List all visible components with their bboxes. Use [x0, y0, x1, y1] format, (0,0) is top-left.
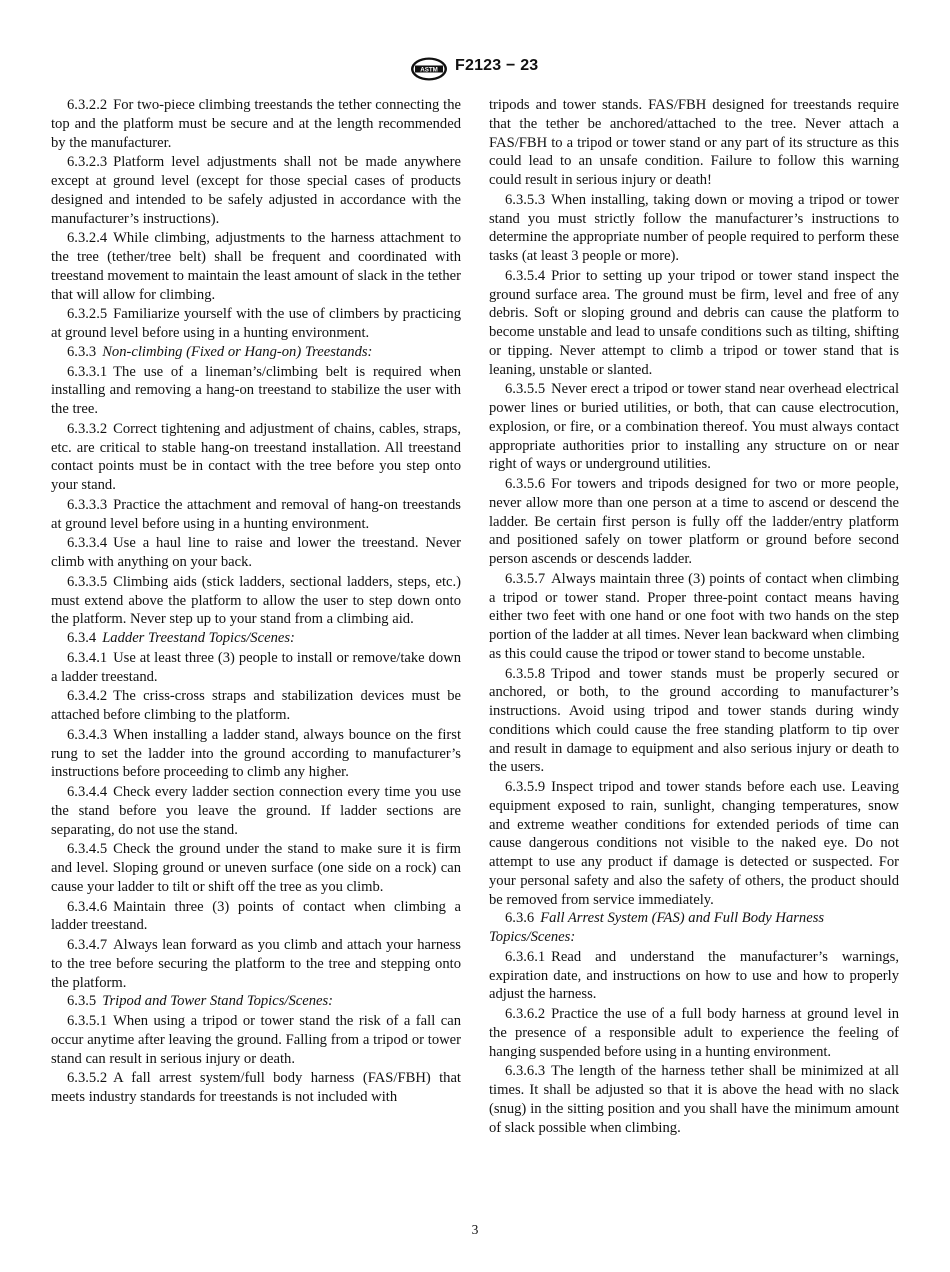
paragraph: [489, 778, 899, 909]
clause-text: When using a tripod or tower stand the risk of a fall can occur anytime after leaving the ground. Falling from a tripod or tower stand can result in serious injury or death.: [51, 1013, 461, 1067]
paragraph: [51, 229, 461, 304]
heading-title: Fall Arrest System (FAS) and Full Body Harness Topics/Scenes:: [489, 910, 825, 945]
clause-number: 6.3.2.4: [67, 230, 108, 247]
clause-text: Correct tightening and adjustment of chains, cables, straps, etc. are critical to stable hang-on treestand installation. All treestand contact points must be in contact with the tree before you step onto your stand.: [51, 420, 461, 493]
clause-number: 6.3.3.5: [67, 573, 108, 590]
clause-text: tripods and tower stands. FAS/FBH designed for treestands require that the tether be anchored/attached to the tree. Never attach a FAS/FBH to a tripod or tower stand or any part of its structure as this could lead to an unsafe condition. Failure to follow this warning could result in serious injury or death!: [489, 97, 899, 188]
clause-text: Check the ground under the stand to make sure it is firm and level. Sloping ground or uneven surface (one side on a rock) can cause your ladder to tilt or shift off the tree as you climb.: [51, 841, 461, 895]
clause-text: Always lean forward as you climb and attach your harness to the tree before securing the platform to the tree and stepping onto the platform.: [51, 937, 461, 991]
clause-text: Never erect a tripod or tower stand near overhead electrical power lines or buried utilities, or both, that can cause electrocution, explosion, or fire, or a combination thereof. You must always contact appropriate authorities prior to installing any structure on or near right of ways or underground utilities.: [489, 381, 899, 473]
paragraph: [51, 783, 461, 839]
paragraph: [51, 936, 461, 992]
right-column: [489, 96, 899, 1137]
section-heading: [51, 629, 461, 648]
paragraph: [489, 570, 899, 664]
clause-number: 6.3.4.3: [67, 726, 108, 743]
paragraph: [51, 649, 461, 687]
paragraph-continuation: [489, 96, 899, 190]
paragraph: [51, 573, 461, 629]
paragraph: [51, 1012, 461, 1068]
paragraph: [51, 363, 461, 419]
clause-number: 6.3.6.3: [505, 1063, 546, 1080]
clause-text: Climbing aids (stick ladders, sectional ladders, steps, etc.) must extend above the platform to allow the user to step down onto the platform. Never step up to your stand from a climbing aid.: [51, 573, 461, 628]
clause-text: Maintain three (3) points of contact when climbing a ladder treestand.: [51, 898, 461, 934]
clause-number: 6.3.5.4: [505, 267, 546, 284]
paragraph: [489, 475, 899, 569]
paragraph: [51, 534, 461, 572]
paragraph: [51, 496, 461, 534]
clause-number: 6.3.4.5: [67, 841, 108, 858]
clause-number: 6.3.6.2: [505, 1006, 546, 1022]
clause-number: 6.3.5.5: [505, 381, 546, 398]
clause-number: 6.3.5.9: [505, 779, 546, 795]
clause-text: When installing a ladder stand, always bounce on the first rung to set the ladder into the ground according to manufacturer’s instructions before proceeding to climb any higher.: [51, 726, 461, 781]
clause-number: 6.3.5.6: [505, 476, 546, 492]
clause-number: 6.3.4.4: [67, 784, 108, 800]
clause-number: 6.3.5.3: [505, 191, 546, 208]
clause-text: Inspect tripod and tower stands before each use. Leaving equipment exposed to rain, sunlight, changing temperatures, snow and extreme weather conditions for extended periods of time can cause dangerous conditions not visible to the naked eye. Do not attempt to use any product if damage is detected or suspected. For your personal safety and also the safety of others, the product should be removed from service immediately.: [489, 779, 899, 908]
paragraph: [51, 420, 461, 495]
heading-title: Ladder Treestand Topics/Scenes:: [102, 630, 295, 646]
paragraph: [51, 96, 461, 152]
paragraph: [51, 153, 461, 228]
paragraph: [489, 948, 899, 1004]
heading-title: Tripod and Tower Stand Topics/Scenes:: [102, 993, 334, 1010]
clause-text: For towers and tripods designed for two or more people, never allow more than one person at a time to ascend or descend the ladder. Be certain first person is fully off the ladder/entry platform and positioned safely on tower platform or ground before second person ascends or descends ladder.: [489, 476, 899, 567]
paragraph: [51, 1069, 461, 1107]
left-column: [51, 96, 461, 1107]
clause-number: 6.3.6: [505, 910, 535, 927]
clause-number: 6.3.3.3: [67, 496, 108, 513]
paragraph: [489, 1062, 899, 1137]
clause-text: Practice the use of a full body harness at ground level in the presence of a responsible adult to experience the feeling of hanging suspended before using in a hunting environment.: [489, 1006, 899, 1060]
clause-number: 6.3.5.2: [67, 1070, 108, 1087]
clause-number: 6.3.3: [67, 343, 97, 360]
clause-text: Platform level adjustments shall not be made anywhere except at ground level (except for those special cases of products designed and intended to be safely adjusted in accordance with the manufacturer’s instructions).: [51, 154, 461, 227]
clause-text: Prior to setting up your tripod or tower stand inspect the ground surface area. The ground must be firm, level and free of any debris. Soft or sloping ground and debris can cause the platform to become unstable and lead to unsafe conditions such as tilting, shifting or tipping. Never attempt to climb a tripod or tower stand that is leaning, unstable or slanted.: [489, 267, 899, 378]
clause-number: 6.3.4.6: [67, 898, 108, 915]
page-number: 3: [471, 1222, 479, 1237]
clause-number: 6.3.5.7: [505, 570, 546, 587]
clause-number: 6.3.5.8: [505, 665, 546, 682]
paragraph: [51, 840, 461, 896]
clause-number: 6.3.2.5: [67, 306, 108, 323]
paragraph: [51, 898, 461, 936]
clause-text: Read and understand the manufacturer’s warnings, expiration date, and instructions on how to use and how to properly adjust the harness.: [489, 948, 899, 1003]
clause-number: 6.3.3.2: [67, 420, 108, 437]
clause-text: Use a haul line to raise and lower the treestand. Never climb with anything on your back.: [51, 535, 461, 570]
clause-text: When installing, taking down or moving a tripod or tower stand you must strictly follow the manufacturer’s instructions to determine the appropriate number of people required to perform these tasks (at least 3 people or more).: [489, 191, 899, 264]
clause-text: Tripod and tower stands must be properly secured or anchored, or both, to the ground according to manufacturer’s instructions. Avoid using tripod and tower stands during windy conditions which could cause the free standing platform to tip over and result in damage to equipment and also serious injury or death to the users.: [489, 665, 899, 776]
document-id: F2123 − 23: [455, 57, 539, 74]
section-heading: [51, 992, 461, 1011]
clause-text: The length of the harness tether shall be minimized at all times. It shall be adjusted so that it is above the head with no slack (snug) in the sitting position and you shall have the minimum amount of slack possible when climbing.: [489, 1063, 899, 1136]
logo-text: ASTM: [420, 66, 438, 74]
clause-number: 6.3.5.1: [67, 1013, 108, 1029]
page-header: [0, 56, 950, 84]
clause-text: The criss-cross straps and stabilization devices must be attached before climbing to the platform.: [51, 688, 461, 723]
clause-number: 6.3.4.7: [67, 937, 108, 953]
paragraph: [489, 267, 899, 380]
clause-text: Check every ladder section connection every time you use the stand before you leave the ground. If ladder sections are separating, do not use the stand.: [51, 784, 461, 838]
paragraph: [489, 1005, 899, 1061]
clause-number: 6.3.2.3: [67, 154, 108, 171]
clause-text: Use at least three (3) people to install or remove/take down a ladder treestand.: [51, 649, 461, 685]
clause-text: Always maintain three (3) points of contact when climbing a tripod or tower stand. Proper three-point contact means having either two feet with one hand or one foot with two hands on the step portion of the ladder at all times. Never lean backward when climbing as this could cause the tripod or tower stand to become unstable.: [489, 570, 899, 662]
heading-title: Non-climbing (Fixed or Hang-on) Treestands:: [102, 343, 373, 360]
paragraph: [51, 726, 461, 782]
clause-number: 6.3.4.2: [67, 688, 108, 705]
clause-number: 6.3.2.2: [67, 97, 108, 113]
clause-number: 6.3.3.1: [67, 363, 108, 380]
clause-number: 6.3.5: [67, 993, 97, 1010]
clause-text: While climbing, adjustments to the harness attachment to the tree (tether/tree belt) shall be frequent and coordinated with treestand movement to maintain the least amount of slack in the tether that will allow for climbing.: [51, 230, 461, 303]
paragraph: [51, 687, 461, 725]
clause-text: A fall arrest system/full body harness (FAS/FBH) that meets industry standards for treestands is not included with: [51, 1070, 461, 1105]
clause-number: 6.3.4: [67, 630, 97, 646]
clause-text: The use of a lineman’s/climbing belt is required when installing and removing a hang-on treestand to stabilize the user with the tree.: [51, 363, 461, 417]
section-heading: [51, 343, 461, 362]
clause-text: Practice the attachment and removal of hang-on treestands at ground level before using in a hunting environment.: [51, 496, 461, 532]
clause-number: 6.3.4.1: [67, 649, 108, 666]
astm-logo-icon: [409, 56, 449, 82]
section-heading: [489, 909, 899, 947]
paragraph: [51, 305, 461, 343]
paragraph: [489, 380, 899, 474]
clause-number: 6.3.3.4: [67, 535, 108, 552]
paragraph: [489, 665, 899, 778]
paragraph: [489, 191, 899, 266]
clause-text: For two-piece climbing treestands the tether connecting the top and the platform must be secure and at the length recommended by the manufacturer.: [51, 97, 461, 151]
clause-text: Familiarize yourself with the use of climbers by practicing at ground level before using in a hunting environment.: [51, 306, 461, 341]
clause-number: 6.3.6.1: [505, 948, 546, 965]
